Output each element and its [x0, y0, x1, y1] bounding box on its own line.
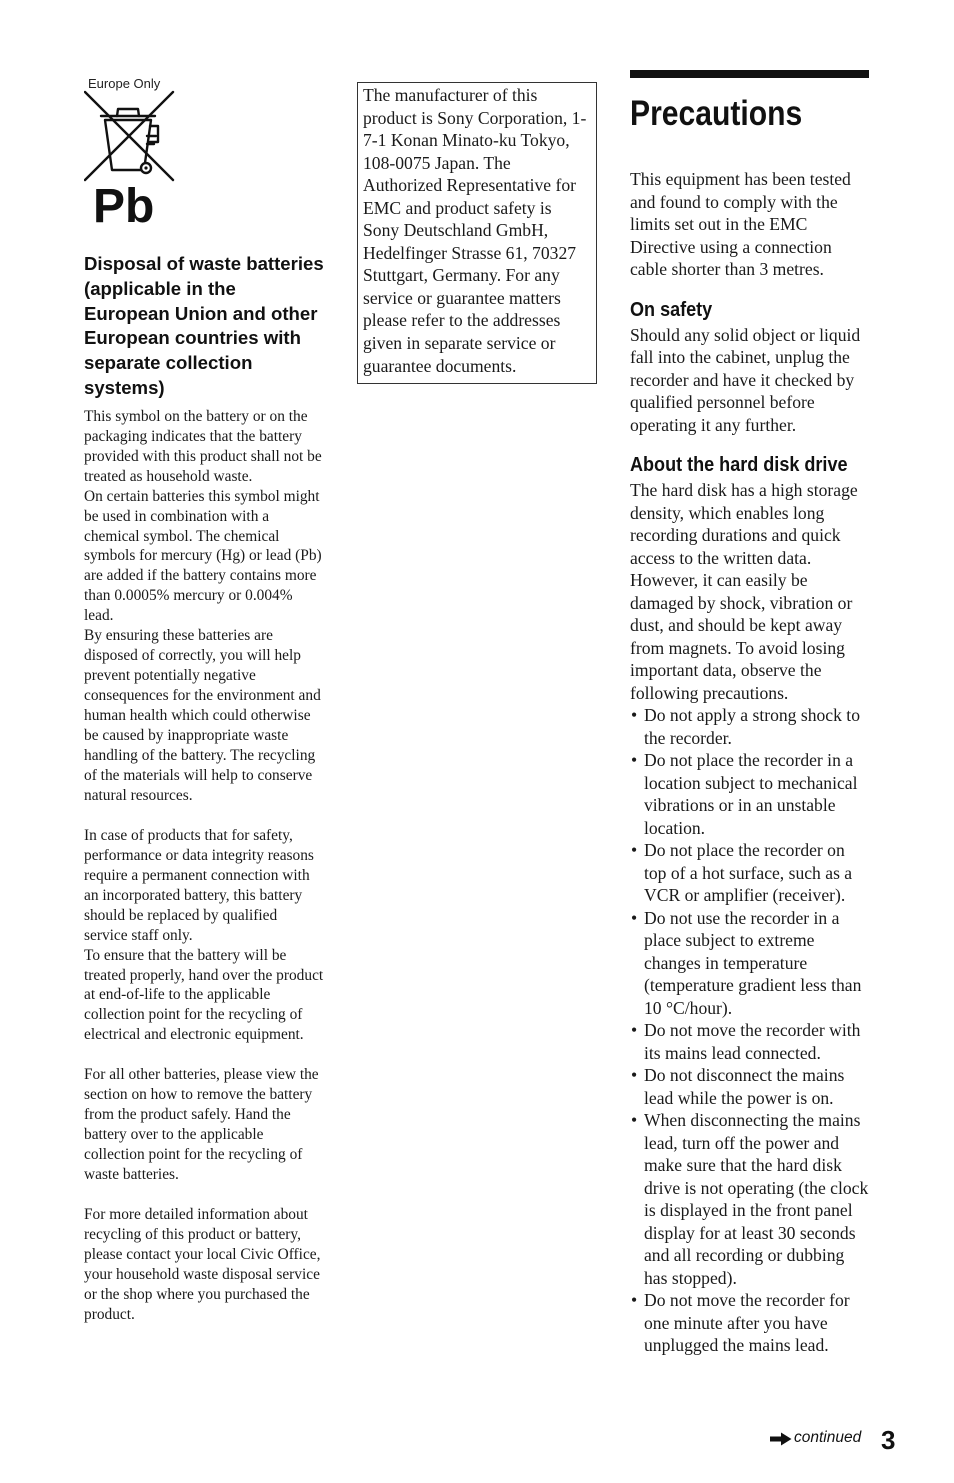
chemical-symbol-pb: Pb [93, 180, 155, 233]
page-number: 3 [881, 1425, 896, 1455]
hard-disk-heading: About the hard disk drive [630, 453, 848, 476]
list-item: • Do not apply a strong shock to the recorder. [630, 704, 870, 749]
list-item: • Do not use the recorder in a place subject to extreme changes in temperature (temperature gradient less than 10 °C/hour). [630, 907, 870, 1020]
manufacturer-notice-box [357, 82, 597, 384]
battery-disposal-column [84, 76, 324, 1325]
weee-battery-logo [84, 76, 184, 236]
disposal-paragraph-5: To ensure that the battery will be treated properly, hand over the product at end-of-life to the applicable collection point for the recycling of electrical and electronic equipment. [84, 946, 324, 1044]
page-footer [770, 1423, 900, 1459]
hard-disk-precautions-list [630, 704, 870, 1357]
continued-label: continued [794, 1429, 862, 1446]
disposal-paragraph-3: By ensuring these batteries are disposed of correctly, you will help prevent potentially negative consequences for the environment and human health which could otherwise be caused by inappropriate waste handling of the battery. The recycling of the materials will help to conserve natural resources. [84, 627, 321, 804]
emc-intro-text: This equipment has been tested and found to comply with the limits set out in the EMC Directive using a connection cable shorter than 3 metres. [630, 169, 851, 279]
list-item: • Do not move the recorder with its mains lead connected. [630, 1019, 870, 1064]
precautions-column [630, 70, 870, 1357]
disposal-paragraph-2: On certain batteries this symbol might be used in combination with a chemical symbol. The chemical symbols for mercury (Hg) or lead (Pb) are added if the battery contains more than 0.0005% mercury or 0.004% lead. [84, 487, 322, 625]
title-rule [630, 70, 869, 78]
list-item: • When disconnecting the mains lead, turn off the power and make sure that the hard disk drive is not operating (the clock is displayed in the front panel display for at least 30 seconds and all recording or dubbing has stopped). [630, 1109, 870, 1289]
page-title: Precautions [630, 94, 803, 133]
europe-only-label: Europe Only [88, 76, 161, 91]
list-item: • Do not place the recorder in a location subject to mechanical vibrations or in an unstable location. [630, 749, 870, 839]
manufacturer-notice-text: The manufacturer of this product is Sony Corporation, 1-7-1 Konan Minato-ku Tokyo, 108-0075 Japan. The Authorized Representative for EMC and product safety is Sony Deutschland GmbH, Hedelfinger Strasse 61, 70327 Stuttgart, Germany. For any service or guarantee matters please refer to the addresses given in separate service or guarantee documents. [363, 85, 587, 376]
list-item: • Do not move the recorder for one minute after you have unplugged the mains lead. [630, 1289, 870, 1357]
hard-disk-text: The hard disk has a high storage density, which enables long recording durations and quick access to the written data. However, it can easily be damaged by shock, vibration or dust, and should be kept away from magnets. To avoid losing important data, observe the following precautions. [630, 480, 858, 703]
disposal-heading: Disposal of waste batteries (applicable in the European Union and other European countries with separate collection systems) [84, 253, 324, 398]
on-safety-heading: On safety [630, 297, 713, 321]
continued-arrow-icon [770, 1432, 792, 1446]
disposal-paragraph-4: In case of products that for safety, performance or data integrity reasons require a permanent connection with an incorporated battery, this battery should be replaced by qualified service staff only. [84, 826, 314, 944]
disposal-paragraph-6: For all other batteries, please view the section on how to remove the battery from the product safely. Hand the battery over to the applicable collection point for the recycling of waste batteries. [84, 1066, 319, 1184]
on-safety-text: Should any solid object or liquid fall into the cabinet, unplug the recorder and have it checked by qualified personnel before operating it any further. [630, 324, 861, 435]
crossed-out-bin-icon [84, 90, 180, 182]
disposal-paragraph-7: For more detailed information about recycling of this product or battery, please contact your local Civic Office, your household waste disposal service or the shop where you purchased the product. [84, 1206, 321, 1323]
list-item: • Do not disconnect the mains lead while the power is on. [630, 1064, 870, 1109]
disposal-paragraph-1: This symbol on the battery or on the packaging indicates that the battery provided with this product shall not be treated as household waste. [84, 407, 322, 485]
list-item: • Do not place the recorder on top of a hot surface, such as a VCR or amplifier (receiver). [630, 839, 870, 907]
